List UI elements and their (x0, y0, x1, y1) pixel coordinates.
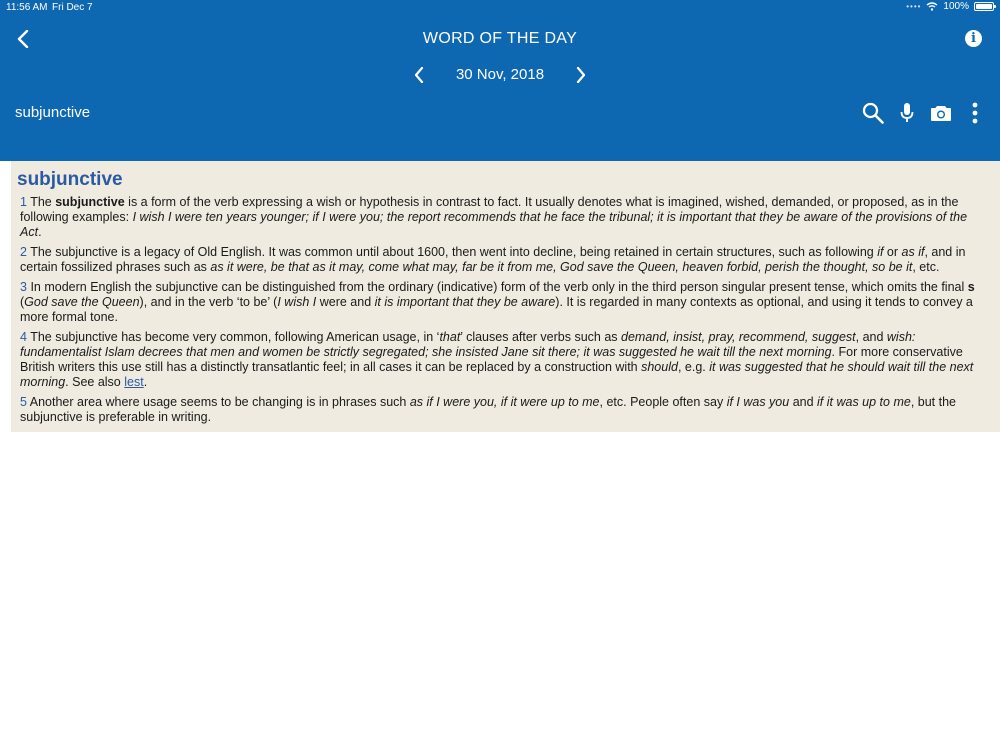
definition-text: , and (855, 330, 887, 344)
sense-paragraph (20, 195, 986, 240)
toolbar (852, 100, 988, 126)
status-bar (0, 0, 1000, 16)
definition-text: . (38, 225, 42, 239)
sense-number: 4 (20, 330, 27, 344)
example-text: if it was up to me (817, 395, 911, 409)
example-text: if (877, 245, 884, 259)
definition-text: is a form of the verb expressing a wish or hypothesis in contrast to fact. It usually denotes what is imagined, wished, demanded, or proposed, as in the following examples: (20, 195, 959, 224)
definition-text: ), and in the verb ‘to be’ ( (139, 295, 278, 309)
sense-paragraph (20, 330, 986, 390)
chevron-left-icon (414, 67, 424, 83)
example-text: as if (901, 245, 925, 259)
definition-text: were and (316, 295, 375, 309)
more-vertical-icon (972, 102, 978, 124)
wifi-icon (926, 2, 938, 11)
dictionary-entry (11, 161, 1000, 432)
sense-number: 2 (20, 245, 27, 259)
search-term[interactable]: subjunctive (15, 104, 91, 121)
definition-text: The (30, 195, 56, 209)
more-options-button[interactable] (962, 100, 988, 126)
definition-text: The subjunctive has become very common, following American usage, in ‘ (30, 330, 440, 344)
definition-text: , but the subjunctive is preferable in writing. (20, 395, 957, 424)
definition-text: , and in certain fossilized phrases such as (20, 245, 966, 274)
definition-text: ( (20, 295, 25, 309)
example-text: I wish I (277, 295, 317, 309)
definition-text: and (789, 395, 818, 409)
search-button[interactable] (860, 100, 886, 126)
sense-list (20, 195, 986, 425)
definition-text: , etc. People often say (599, 395, 727, 409)
example-text: it was suggested that he should wait till the next morning (20, 360, 974, 389)
example-text: it is important that they be aware (374, 295, 556, 309)
chevron-left-icon (17, 30, 29, 48)
definition-text: ). It is regarded in many contexts as optional, and using it tends to convey a more formal tone. (20, 295, 973, 324)
date-navigation (0, 64, 1000, 86)
sense-number: 1 (20, 195, 27, 209)
example-text: demand, insist, pray, recommend, suggest (621, 330, 856, 344)
example-text: should (641, 360, 678, 374)
definition-text: , e.g. (677, 360, 710, 374)
microphone-icon (899, 102, 915, 124)
back-button[interactable] (10, 26, 36, 52)
battery-icon (974, 2, 994, 11)
status-right (906, 1, 994, 12)
definition-text: or (883, 245, 902, 259)
example-text: as if I were you, if it were up to me (409, 395, 600, 409)
definition-text: . (143, 375, 148, 389)
page-title: WORD OF THE DAY (422, 30, 578, 47)
definition-text: . See also (65, 375, 125, 389)
definition-text: . For more conservative British writers this use still has a distinctly transatlantic feel; in all cases it can be replaced by a construction with (20, 345, 963, 374)
chevron-right-icon (576, 67, 586, 83)
example-text: as it were, be that as it may, come what may, far be it from me, God save the Queen, heaven forbid, perish the thought, so be it (210, 260, 913, 274)
definition-text: Another area where usage seems to be changing is in phrases such (29, 395, 410, 409)
sense-paragraph (20, 395, 986, 425)
previous-date-button[interactable] (408, 64, 430, 86)
current-date: 30 Nov, 2018 (455, 66, 545, 83)
info-icon[interactable]: i (965, 30, 982, 47)
bold-text: subjunctive (55, 195, 125, 209)
microphone-button[interactable] (894, 100, 920, 126)
next-date-button[interactable] (570, 64, 592, 86)
bold-text: s (967, 280, 975, 294)
example-text: if I was you (726, 395, 790, 409)
sense-number: 3 (20, 280, 27, 294)
battery-percent: 100% (943, 1, 969, 12)
example-text: that (439, 330, 461, 344)
example-text: I wish I were ten years younger; if I were you; the report recommends that he face the tribunal; it is important that they be aware of the provisions of the Act (20, 210, 968, 239)
definition-text: In modern English the subjunctive can be distinguished from the ordinary (indicative) form of the verb only in the third person singular present tense, which omits the final (30, 280, 968, 294)
sense-paragraph (20, 280, 986, 325)
camera-icon (930, 104, 952, 122)
sense-paragraph (20, 245, 986, 275)
status-time: 11:56 AM (6, 2, 48, 13)
camera-button[interactable] (928, 100, 954, 126)
definition-text: , etc. (912, 260, 940, 274)
search-icon (862, 102, 884, 124)
example-text: wish: fundamentalist Islam decrees that men and women be strictly segregated; she insisted Jane sit there; it was suggested he wait till the next morning (20, 330, 916, 359)
definition-text: The subjunctive is a legacy of Old English. It was common until about 1600, then went into decline, being retained in certain structures, such as following (30, 245, 878, 259)
example-text: God save the Queen (24, 295, 140, 309)
cross-reference-link[interactable]: lest (124, 375, 144, 389)
definition-text: ’ clauses after verbs such as (460, 330, 622, 344)
headword: subjunctive (17, 169, 123, 190)
header-bar (0, 0, 1000, 161)
sense-number: 5 (20, 395, 27, 409)
signal-icon: •••• (906, 2, 922, 11)
status-date: Fri Dec 7 (52, 2, 93, 13)
